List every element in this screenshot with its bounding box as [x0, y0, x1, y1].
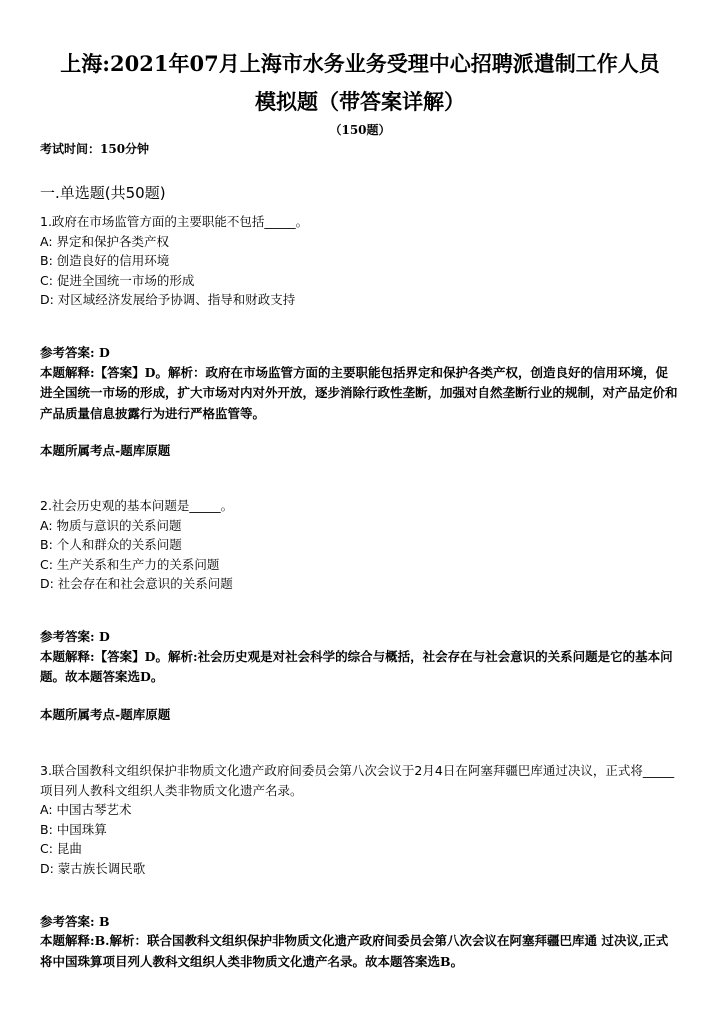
question-1 — [40, 212, 680, 459]
reference-answer: 参考答案: D — [40, 344, 110, 360]
answer-explanation: 本题解释:B.解析：联合国教科文组织保护非物质文化遗产政府间委员会第八次会议在阿塞拜疆巴库通 过决议,正式将中国珠算项目列人教科文组织人类非物质文化遗产名录。故本题答案选B。 — [40, 933, 669, 969]
option-b: B: 个人和群众的关系问题 — [40, 537, 182, 553]
reference-answer: 参考答案: D — [40, 628, 110, 644]
option-a: A: 物质与意识的关系问题 — [40, 517, 182, 533]
topic-label: 本题所属考点-题库原题 — [40, 706, 171, 722]
exam-time: 考试时间：150分钟 — [40, 142, 150, 156]
question-text: 3.联合国教科文组织保护非物质文化遗产政府间委员会第八次会议于2月4日在阿塞拜疆巴库通过决议，正式将_____项目列人教科文组织人类非物质文化遗产名录。 — [40, 763, 675, 798]
option-c: C: 促进全国统一市场的形成 — [40, 272, 195, 288]
option-b: B: 中国珠算 — [40, 821, 107, 837]
option-d: D: 蒙古族长调民歌 — [40, 860, 146, 876]
reference-answer: 参考答案: B — [40, 913, 110, 929]
option-c: C: 昆曲 — [40, 841, 82, 857]
question-2 — [40, 496, 680, 723]
question-text: 2.社会历史观的基本问题是_____。 — [40, 498, 234, 513]
document-title-line2: 模拟题（带答案详解） — [255, 89, 465, 114]
option-d: D: 社会存在和社会意识的关系问题 — [40, 576, 233, 592]
topic-label: 本题所属考点-题库原题 — [40, 443, 171, 459]
document-title-line1: 上海:2021年07月上海市水务业务受理中心招聘派遣制工作人员 — [60, 51, 660, 76]
option-a: A: 界定和保护各类产权 — [40, 233, 170, 249]
answer-explanation: 本题解释:【答案】D。解析：政府在市场监管方面的主要职能包括界定和保护各类产权，创造良好的信用环境，促进全国统一市场的形成，扩大市场对内对外开放，逐步消除行政性垄断，加强对自然垄断行业的规制，对产品定价和产品质量信息披露行为进行严格监管等。 — [40, 364, 678, 421]
option-b: B: 创造良好的信用环境 — [40, 253, 170, 269]
question-3 — [40, 761, 680, 972]
answer-explanation: 本题解释:【答案】D。解析:社会历史观是对社会科学的综合与概括，社会存在与社会意识的关系问题是它的基本问 题。故本题答案选D。 — [40, 648, 673, 685]
question-text: 1.政府在市场监管方面的主要职能不包括_____。 — [40, 214, 309, 229]
option-a: A: 中国古琴艺术 — [40, 802, 132, 818]
option-d: D: 对区域经济发展给予协调、指导和财政支持 — [40, 292, 296, 308]
section-title: 一.单选题(共50题) — [40, 184, 166, 202]
question-count: （150题） — [329, 123, 391, 137]
option-c: C: 生产关系和生产力的关系问题 — [40, 556, 220, 572]
